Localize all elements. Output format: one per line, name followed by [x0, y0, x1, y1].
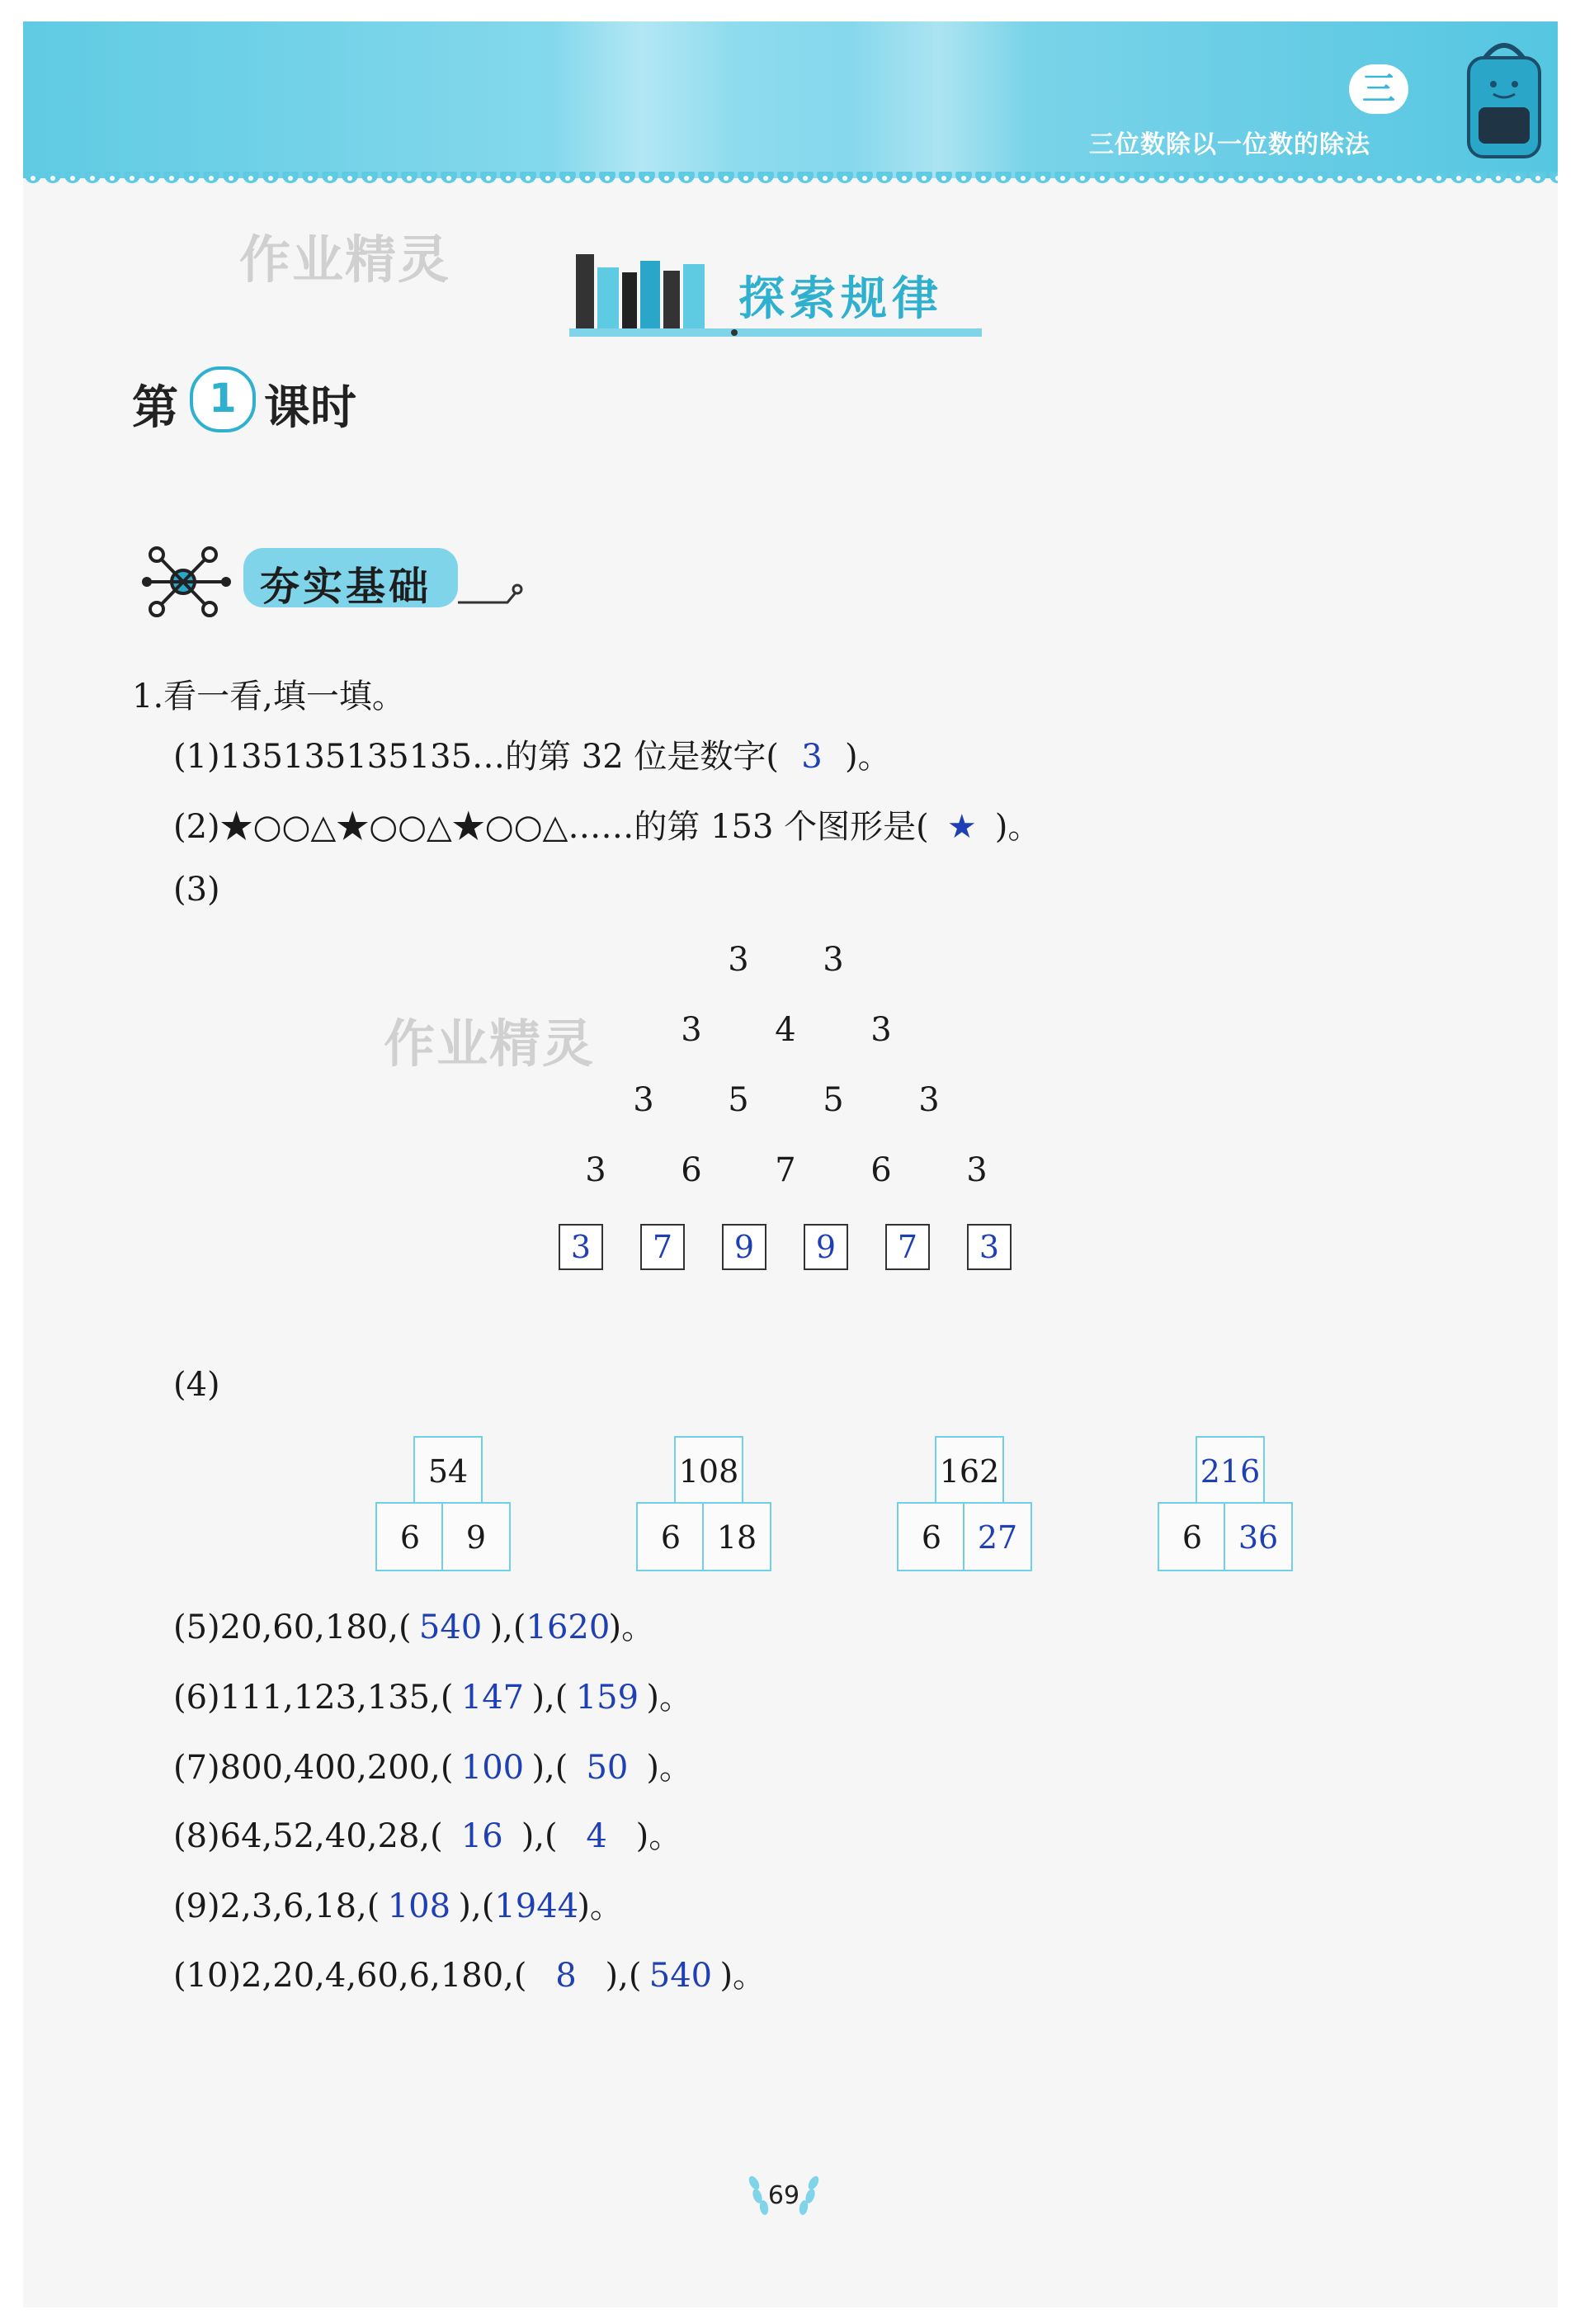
number-block [897, 1436, 1032, 1571]
sequence-separator: ),( [458, 1887, 495, 1925]
sequence-text: (5)20,60,180,( [173, 1608, 412, 1646]
q1-part4-label: (4) [173, 1366, 220, 1404]
sequence-answer-1: 100 [460, 1749, 525, 1787]
triangle-answer-box: 3 [559, 1224, 603, 1270]
sequence-item [173, 1880, 623, 1927]
number-block [375, 1436, 511, 1571]
block-top: 108 [674, 1436, 743, 1502]
lesson-prefix: 第 [132, 381, 178, 435]
triangle-cell: 3 [870, 1011, 892, 1049]
sequence-item [173, 1741, 692, 1788]
sequence-answer-2: 1944 [494, 1887, 579, 1925]
triangle-cell: 5 [728, 1081, 749, 1119]
block-left: 6 [375, 1502, 445, 1571]
banner-scallop-border [23, 172, 1558, 193]
sequence-answer-2: 4 [586, 1817, 607, 1855]
block-top: 54 [413, 1436, 483, 1502]
sequence-text: (6)111,123,135,( [173, 1679, 454, 1717]
sequence-text: (7)800,400,200,( [173, 1749, 454, 1787]
unit-title: 三位数除以一位数的除法 [1089, 130, 1370, 159]
block-top: 162 [935, 1436, 1004, 1502]
block-left: 6 [1158, 1502, 1227, 1571]
triangle-cell: 6 [870, 1151, 892, 1189]
sequence-text: (8)64,52,40,28,( [173, 1817, 443, 1855]
block-right-answer: 27 [963, 1502, 1032, 1571]
q1-part2-text: (2)★○○△★○○△★○○△……的第 153 个图形是( [173, 808, 929, 846]
sequence-suffix: )。 [577, 1887, 623, 1925]
sequence-answer-1: 8 [555, 1957, 577, 1995]
sequence-item [173, 1949, 766, 1996]
block-top-answer: 216 [1196, 1436, 1265, 1502]
q1-part1 [173, 730, 891, 777]
q1-part3-label: (3) [173, 871, 220, 909]
section-header [569, 248, 998, 338]
triangle-cell: 5 [823, 1081, 844, 1119]
triangle-cell: 4 [775, 1011, 796, 1049]
sequence-suffix: )。 [608, 1608, 655, 1646]
sequence-separator: ),( [521, 1817, 558, 1855]
sequence-item [173, 1671, 692, 1718]
q1-part2-answer: ★ [946, 808, 977, 846]
triangle-cell: 3 [681, 1011, 702, 1049]
sequence-item [173, 1601, 654, 1648]
block-right: 18 [702, 1502, 771, 1571]
sequence-answer-1: 540 [418, 1608, 483, 1646]
block-left: 6 [897, 1502, 966, 1571]
sequence-suffix: )。 [646, 1749, 692, 1787]
sequence-separator: ),( [605, 1957, 642, 1995]
triangle-answer-box: 9 [804, 1224, 848, 1270]
sequence-suffix: )。 [719, 1957, 766, 1995]
section-title: 探索规律 [738, 272, 943, 326]
page-number-text: 69 [767, 2181, 800, 2210]
q1-part1-text: (1)135135135135…的第 32 位是数字( [173, 738, 779, 776]
number-block [636, 1436, 771, 1571]
q1-part1-suffix: )。 [844, 738, 891, 776]
sequence-suffix: )。 [635, 1817, 682, 1855]
sequence-answer-2: 50 [586, 1749, 629, 1787]
triangle-cell: 3 [966, 1151, 988, 1189]
sequence-separator: ),( [489, 1608, 526, 1646]
sequence-text: (10)2,20,4,60,6,180,( [173, 1957, 527, 1995]
triangle-cell: 3 [823, 941, 844, 979]
number-block [1158, 1436, 1293, 1571]
triangle-cell: 3 [633, 1081, 654, 1119]
block-right: 9 [441, 1502, 511, 1571]
question-title: 1.看一看,填一填。 [132, 678, 405, 716]
triangle-cell: 3 [918, 1081, 940, 1119]
lesson-suffix: 课时 [264, 381, 356, 435]
sequence-answer-1: 16 [460, 1817, 503, 1855]
triangle-answer-box: 7 [640, 1224, 685, 1270]
sequence-suffix: )。 [646, 1679, 692, 1717]
triangle-answer-box: 7 [885, 1224, 930, 1270]
triangle-cell: 3 [728, 941, 749, 979]
sequence-answer-2: 1620 [526, 1608, 611, 1646]
sequence-separator: ),( [531, 1749, 568, 1787]
triangle-cell: 3 [585, 1151, 606, 1189]
sequence-separator: ),( [531, 1679, 568, 1717]
watermark-top: 作业精灵 [239, 229, 451, 290]
triangle-answer-box: 9 [722, 1224, 766, 1270]
q1-part1-answer: 3 [801, 738, 823, 776]
sequence-answer-1: 108 [387, 1887, 451, 1925]
triangle-answer-box: 3 [967, 1224, 1012, 1270]
block-left: 6 [636, 1502, 705, 1571]
triangle-cell: 6 [681, 1151, 702, 1189]
sequence-answer-2: 159 [575, 1679, 639, 1717]
connector-line [458, 578, 524, 611]
q1-part2-suffix: )。 [994, 808, 1041, 846]
sequence-answer-2: 540 [649, 1957, 713, 1995]
molecule-icon [140, 536, 239, 627]
sequence-text: (9)2,3,6,18,( [173, 1887, 380, 1925]
basics-heading [140, 536, 503, 627]
basics-label: 夯实基础 [260, 564, 432, 610]
sequence-item [173, 1810, 682, 1857]
page-number [743, 2166, 825, 2232]
lesson-number-badge: 1 [190, 366, 256, 432]
triangle-cell: 7 [775, 1151, 796, 1189]
watermark-middle: 作业精灵 [384, 1013, 596, 1074]
block-right-answer: 36 [1224, 1502, 1293, 1571]
school-bag-icon [1452, 25, 1551, 165]
sequence-answer-1: 147 [460, 1679, 525, 1717]
q1-part2 [173, 801, 1040, 848]
unit-badge: 三 [1349, 64, 1408, 114]
